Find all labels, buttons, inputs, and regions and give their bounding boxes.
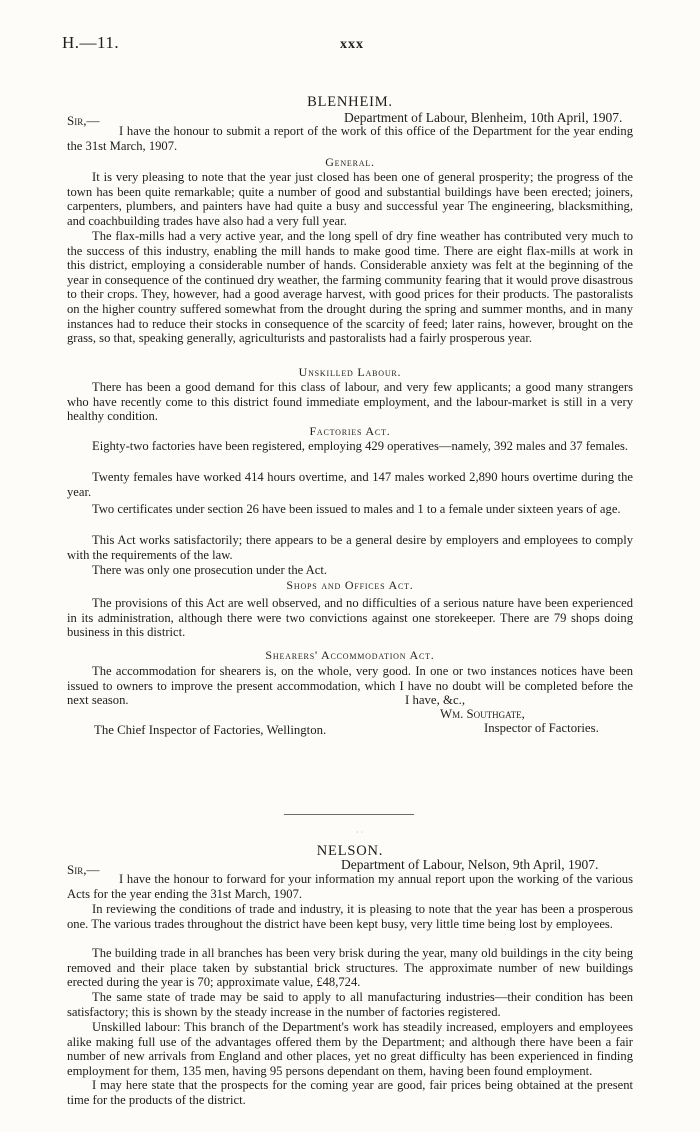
nelson-paragraph-1: I have the honour to forward for your information my annual report upon the working of the various Acts for the year ending the 31st March, 1907. [67,872,633,901]
document-reference: H.—11. [62,33,120,52]
factories-paragraph-5: There was only one prosecution under the Act. [92,563,328,577]
heading-shearers-accommodation-act: Shearers' Accommodation Act. [265,648,435,662]
factories-paragraph-3: Two certificates under section 26 have been issued to males and 1 to a female under sixteen years of age. [92,502,621,516]
nelson-dateline: Department of Labour, Nelson, 9th April, 1907. [341,857,599,872]
blenheim-salutation: Sir,— [67,113,100,128]
general-paragraph-2: The flax-mills had a very active year, and the long spell of dry fine weather has contributed very much to the success of this industry, enabling the mill hands to make good time. There are eight flax-mills at work in this district, employing a considerable number of hands. Considerable anxiety was felt at the beginning of the year in consequence of the continued dry weather, the farming community fearing that it would prove disastrous to their crops. They, however, had a good average harvest, with good prices for their products. The pastoralists on the higher country suffered somewhat from the drought during the spring and summer months, and in many instances had to reduce their stocks in consequence of the scarcity of feed; later rains, however, brought on the grass, so that, speaking generally, agriculturists and pastoralists had a fairly prosperous year. [67,229,633,346]
nelson-paragraph-6: I may here state that the prospects for the coming year are good, fair prices being obtained at the present time for the products of the district. [67,1078,633,1107]
factories-paragraph-1: Eighty-two factories have been registered, employing 429 operatives—namely, 392 males and 37 females. [92,439,628,453]
sign-off: I have, &c., [405,693,466,707]
shops-paragraph-1: The provisions of this Act are well observed, and no difficulties of a serious nature have been experienced in its administration, although there were two convictions against one storekeeper. There are 79 shops doing business in this district. [67,596,633,640]
nelson-paragraph-5: Unskilled labour: This branch of the Department's work has steadily increased, employers and employees alike making full use of the advantages offered them by the Department; and although there have been a fair number of new arrivals from England and other places, yet no great difficulty has been experienced in finding employment for them, 135 men, having 95 persons dependant on them, having been found employment. [67,1020,633,1078]
shearers-paragraph-1: The accommodation for shearers is, on the whole, very good. In one or two instances notices have been issued to owners to improve the present accommodation, which I have no doubt will be completed before the next season. [67,664,633,708]
nelson-paragraph-4: The same state of trade may be said to apply to all manufacturing industries—their condition has been satisfactory; this is shown by the steady increase in the number of factories registered. [67,990,633,1019]
nelson-salutation: Sir,— [67,862,100,877]
heading-shops-offices-act: Shops and Offices Act. [286,578,414,592]
nelson-paragraph-2: In reviewing the conditions of trade and industry, it is pleasing to note that the year has been a prosperous one. The various trades throughout the district have been kept busy, very little time being lost by employees. [67,902,633,931]
heading-general: General. [325,155,375,169]
blenheim-dateline: Department of Labour, Blenheim, 10th April, 1907. [344,110,623,125]
general-paragraph-1: It is very pleasing to note that the year just closed has been one of general prosperity; the progress of the town has been quite remarkable; quite a number of good and substantial buildings have been erected; joiners, carpenters, plumbers, and painters have had quite a busy and successful year The engineering, blacksmithing, and coachbuilding trades have also had a very full year. [67,170,633,228]
section-divider [284,814,414,815]
unskilled-paragraph-1: There has been a good demand for this class of labour, and very few applicants; a good many strangers who have recently come to this district found immediate employment, and the labour-market is still in a very healthy condition. [67,380,633,424]
addressee: The Chief Inspector of Factories, Wellington. [94,723,327,737]
factories-paragraph-2: Twenty females have worked 414 hours overtime, and 147 males worked 2,890 hours overtime during the year. [67,470,633,499]
heading-factories-act: Factories Act. [309,424,391,438]
nelson-paragraph-3: The building trade in all branches has been very brisk during the year, many old buildings in the city being removed and their place taken by substantial brick structures. The approximate number of new buildings erected during the year is 70; approximate value, £48,724. [67,946,633,990]
print-smudge: · · [356,828,364,837]
signatory-role: Inspector of Factories. [484,721,599,735]
factories-paragraph-4: This Act works satisfactorily; there appears to be a general desire by employers and employees to comply with the requirements of the law. [67,533,633,562]
signatory-name: Wm. Southgate, [440,707,525,721]
nelson-title: NELSON. [316,843,384,859]
blenheim-title: BLENHEIM. [307,94,393,110]
page-number: xxx [340,37,364,52]
heading-unskilled-labour: Unskilled Labour. [298,365,402,379]
blenheim-intro: I have the honour to submit a report of the work of this office of the Department for the year ending the 31st March, 1907. [67,124,633,153]
